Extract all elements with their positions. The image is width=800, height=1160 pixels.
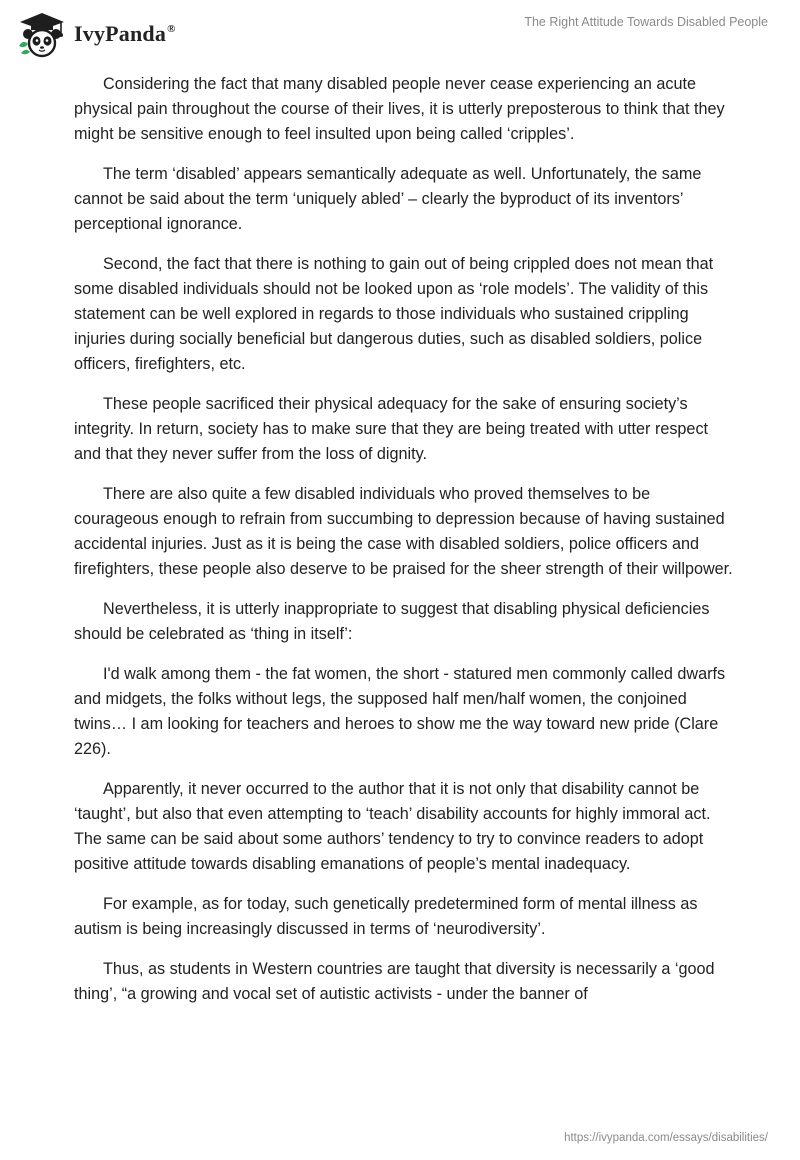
paragraph: For example, as for today, such genetically predetermined form of mental illness as autism is being increasingly discussed in terms of ‘neurodiversity’. [74,895,698,938]
paragraph: The term ‘disabled’ appears semantically adequate as well. Unfortunately, the same cannot be said about the term ‘uniquely abled’ – clearly the byproduct of its inventors’ perceptional ignorance. [74,165,702,233]
paragraph: Apparently, it never occurred to the author that it is not only that disability cannot be ‘taught’, but also that even attempting to ‘teach’ disability accounts for highly immoral act. The same can be said about some authors’ tendency to try to convince readers to adopt positive attitude towards disabling emanations of people’s mental inadequacy. [74,780,711,873]
brand-logo[interactable] [16,10,176,58]
paragraph: Nevertheless, it is utterly inappropriate to suggest that disabling physical deficiencies should be celebrated as ‘thing in itself’: [74,600,710,643]
paragraph: Thus, as students in Western countries are taught that diversity is necessarily a ‘good thing’, “a growing and vocal set of autistic activists - under the banner of [74,960,715,1003]
paragraph: These people sacrificed their physical adequacy for the sake of ensuring society’s integrity. In return, society has to make sure that they are being treated with utter respect and that they never suffer from the loss of dignity. [74,395,709,463]
document-title: The Right Attitude Towards Disabled People [524,15,768,29]
page-header [0,0,800,64]
panda-graduate-icon [16,10,68,58]
block-quote: I'd walk among them - the fat women, the short - statured men commonly called dwarfs and midgets, the folks without legs, the supposed half men/half women, the conjoined twins… I am looking for teachers and heroes to show me the way toward new pride (Clare 226). [74,665,726,758]
essay-body [74,72,734,1022]
paragraph: There are also quite a few disabled individuals who proved themselves to be courageous enough to refrain from succumbing to depression because of having sustained accidental injuries. Just as it is being the case with disabled soldiers, police officers and firefighters, these people also deserve to be praised for the sheer strength of their willpower. [74,485,733,578]
footer-url[interactable]: https://ivypanda.com/essays/disabilities/ [564,1132,768,1144]
paragraph: Considering the fact that many disabled people never cease experiencing an acute physical pain throughout the course of their lives, it is utterly preposterous to think that they might be sensitive enough to feel insulted upon being called ‘cripples’. [74,75,725,143]
brand-name: IvyPanda® [74,21,176,46]
paragraph: Second, the fact that there is nothing to gain out of being crippled does not mean that some disabled individuals should not be looked upon as ‘role models’. The validity of this statement can be well explored in regards to those individuals who sustained crippling injuries during socially beneficial but dangerous duties, such as disabled soldiers, police officers, firefighters, etc. [74,255,714,373]
